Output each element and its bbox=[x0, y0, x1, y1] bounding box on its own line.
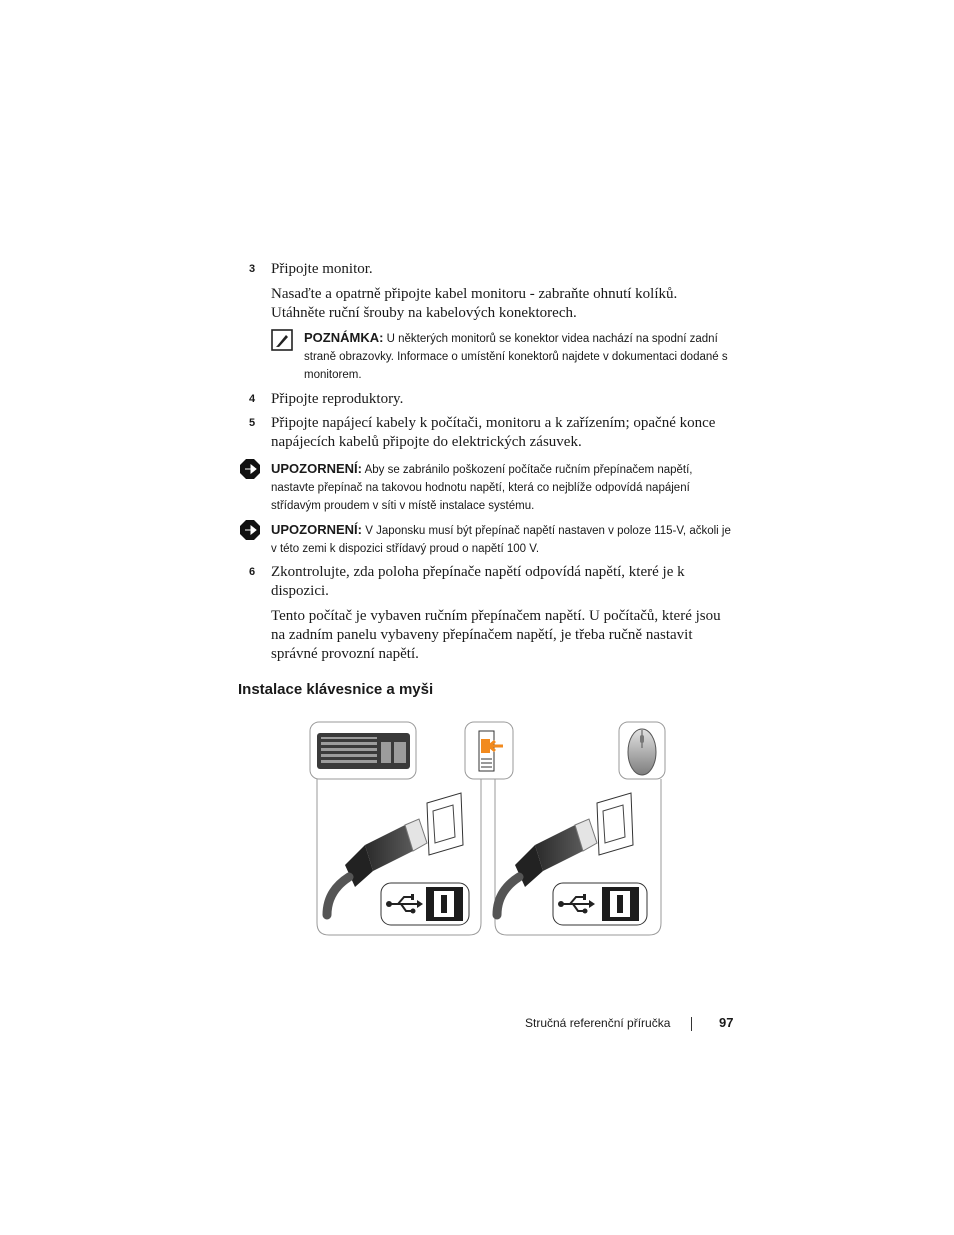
notice-text: V Japonsku musí být přepínač napětí nastaven v poloze 115-V, ačkoli je v této zemi k dispozici střídavý proud o napětí 100 V. bbox=[271, 525, 731, 555]
pencil-note-icon bbox=[271, 329, 293, 356]
notice-box bbox=[271, 460, 739, 515]
step-paragraph: Nasaďte a opatrně připojte kabel monitoru - zabraňte ohnutí kolíků. Utáhněte ruční šrouby na kabelových konektorech. bbox=[271, 286, 678, 321]
section-heading: Instalace klávesnice a myši bbox=[238, 681, 434, 698]
step-number: 3 bbox=[249, 263, 256, 275]
notice-icon bbox=[239, 458, 261, 485]
step-number: 6 bbox=[249, 566, 256, 578]
notice-icon bbox=[239, 519, 261, 546]
keyboard-mouse-illustration bbox=[305, 715, 670, 945]
page-number: 97 bbox=[719, 1015, 734, 1030]
notice-text: Aby se zabránilo poškození počítače ručním přepínačem napětí, nastavte přepínač na takovou hodnotu napětí, která co nejblíže odpovídá napájení střídavým proudem v síti v místě instalace systému. bbox=[271, 464, 693, 512]
notice-box bbox=[271, 521, 739, 558]
step-text: Připojte monitor. bbox=[271, 261, 373, 277]
step-number: 4 bbox=[249, 393, 256, 405]
notice-label: UPOZORNENÍ: bbox=[271, 522, 362, 537]
step-text: Připojte reproduktory. bbox=[271, 391, 404, 407]
step-paragraph: Tento počítač je vybaven ručním přepínačem napětí. U počítačů, které jsou na zadním panelu vybaveny přepínačem napětí, je třeba ručně nastavit správné provozní napětí. bbox=[271, 608, 721, 662]
step-number: 5 bbox=[249, 417, 256, 429]
footer-title: Stručná referenční příručka bbox=[525, 1016, 671, 1030]
footer-separator bbox=[691, 1017, 692, 1031]
note-text: U některých monitorů se konektor videa nachází na spodní zadní straně obrazovky. Informace o umístění konektorů najdete v dokumentaci dodané s monitorem. bbox=[304, 333, 728, 381]
step-text: Připojte napájecí kabely k počítači, monitoru a k zařízením; opačné konce napájecích kabelů připojte do elektrických zásuvek. bbox=[271, 415, 716, 450]
note-box bbox=[304, 329, 740, 384]
step-text: Zkontrolujte, zda poloha přepínače napětí odpovídá napětí, které je k dispozici. bbox=[271, 564, 685, 599]
notice-label: UPOZORNENÍ: bbox=[271, 461, 362, 476]
note-label: POZNÁMKA: bbox=[304, 330, 384, 345]
